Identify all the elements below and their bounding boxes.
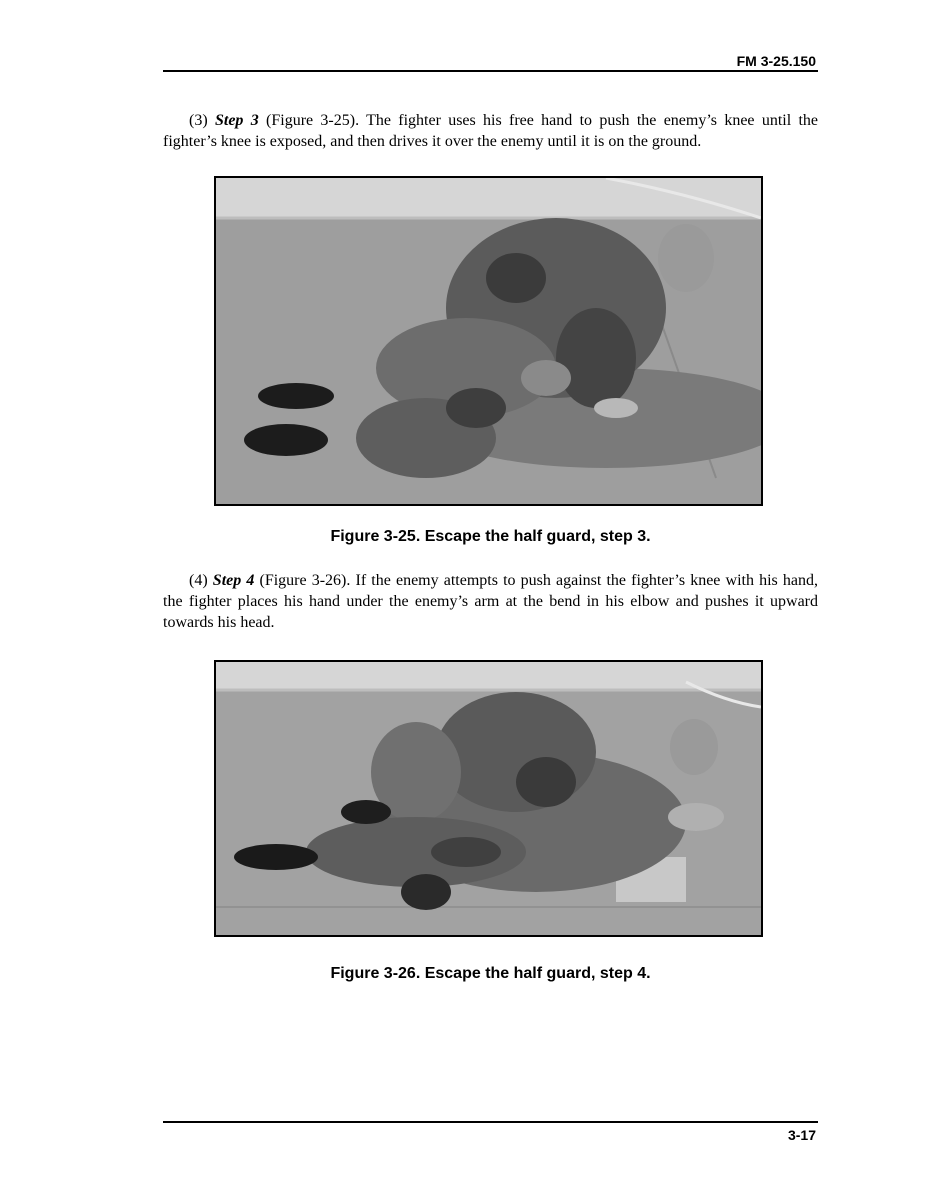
step-3-number: (3) bbox=[189, 112, 208, 129]
step-3-label: Step 3 bbox=[214, 112, 259, 129]
figure-3-26-photo bbox=[214, 660, 763, 937]
figure-3-25-photo bbox=[214, 176, 763, 506]
figure-3-26-caption: Figure 3-26. Escape the half guard, step 4. bbox=[330, 965, 651, 982]
step-4-paragraph bbox=[163, 570, 818, 633]
figure-3-25-caption: Figure 3-25. Escape the half guard, step 3. bbox=[330, 528, 651, 545]
step-3-text: (Figure 3-25). The fighter uses his free hand to push the enemy’s knee until the fighter’s knee is exposed, and then drives it over the enemy until it is on the ground. bbox=[163, 112, 819, 150]
document-code: FM 3-25.150 bbox=[736, 53, 816, 69]
footer-rule bbox=[163, 1121, 818, 1123]
page-number: 3-17 bbox=[787, 1127, 816, 1143]
step-4-number: (4) bbox=[189, 572, 208, 589]
step-4-text: (Figure 3-26). If the enemy attempts to push against the fighter’s knee with his hand, the fighter places his hand under the enemy’s arm at the bend in his elbow and pushes it upward towards his head. bbox=[163, 572, 819, 631]
header-rule bbox=[163, 70, 818, 72]
step-3-paragraph bbox=[163, 110, 818, 152]
step-4-label: Step 4 bbox=[212, 572, 255, 589]
